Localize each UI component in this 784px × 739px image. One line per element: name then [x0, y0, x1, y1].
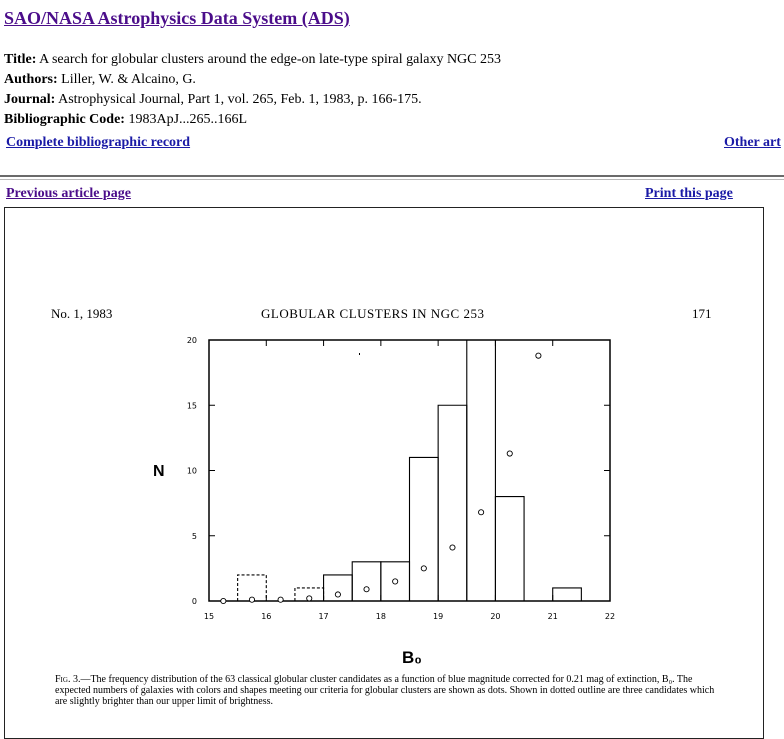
journal-label: Journal:: [4, 92, 56, 107]
expected-galaxy-dot: [249, 597, 254, 602]
bibcode-label: Bibliographic Code:: [4, 112, 125, 127]
x-axis-label: B₀: [402, 648, 422, 667]
histogram-bar: [553, 588, 582, 601]
divider-shadow: [0, 179, 784, 180]
title-value: A search for globular clusters around the edge-on late-type spiral galaxy NGC 253: [39, 52, 501, 67]
x-tick-label: 19: [433, 612, 444, 621]
figure-caption: [55, 674, 727, 707]
divider: [0, 175, 784, 177]
authors-value: Liller, W. & Alcaino, G.: [61, 72, 196, 87]
x-tick-label: 18: [375, 612, 386, 621]
caption-fig-label: Fig. 3.: [55, 674, 81, 685]
bibcode-row: [4, 110, 247, 130]
journal-value: Astrophysical Journal, Part 1, vol. 265, Feb. 1, 1983, p. 166-175.: [58, 92, 422, 107]
x-tick-label: 22: [604, 612, 616, 621]
authors-row: [4, 70, 196, 90]
expected-galaxy-dot: [450, 545, 455, 550]
expected-galaxy-dot: [364, 587, 369, 592]
expected-galaxy-dot: [536, 353, 541, 358]
histogram-bar: [352, 562, 381, 601]
histogram-bar: [495, 497, 524, 601]
authors-label: Authors:: [4, 72, 58, 87]
x-tick-label: 17: [318, 612, 329, 621]
expected-galaxy-dot: [221, 598, 226, 603]
y-tick-label: 20: [186, 336, 197, 345]
expected-galaxy-dot: [307, 596, 312, 601]
running-title: GLOBULAR CLUSTERS IN NGC 253: [261, 306, 485, 321]
previous-page-link[interactable]: Previous article page: [6, 186, 131, 201]
x-tick-label: 16: [261, 612, 272, 621]
x-tick-label: 20: [490, 612, 501, 621]
journal-row: [4, 90, 422, 110]
y-tick-label: 15: [186, 401, 197, 411]
histogram-chart: [5, 208, 763, 668]
expected-galaxy-dot: [479, 510, 484, 515]
title-row: [4, 50, 501, 70]
expected-galaxy-dot: [278, 597, 283, 602]
complete-record-link[interactable]: Complete bibliographic record: [6, 135, 191, 150]
page-number: 171: [692, 306, 712, 321]
x-tick-label: 21: [547, 612, 558, 621]
issue-label: No. 1, 1983: [51, 306, 113, 321]
expected-galaxy-dot: [421, 566, 426, 571]
histogram-bar: [467, 340, 496, 601]
y-tick-label: 10: [186, 466, 197, 476]
expected-galaxy-dot: [335, 592, 340, 597]
histogram-bar: [410, 457, 439, 601]
histogram-bar: [438, 405, 467, 601]
y-tick-label: 0: [191, 597, 197, 606]
caption-text: —The frequency distribution of the 63 classical globular cluster candidates as a function of blue magnitude corrected for 0.21 mag of extinction, B₀. The expected numbers of galaxies with colors and shapes meeting our criteria for globular clusters are shown as dots. Shown in dotted outline are three candidates which are slightly brighter than our upper limit of brightness.: [55, 674, 715, 707]
title-label: Title:: [4, 52, 37, 67]
y-axis-label: N: [153, 463, 165, 480]
x-tick-label: 15: [203, 612, 215, 621]
expected-galaxy-dot: [507, 451, 512, 456]
y-tick-label: 5: [191, 531, 197, 541]
site-title[interactable]: SAO/NASA Astrophysics Data System (ADS): [4, 8, 350, 28]
print-page-link[interactable]: Print this page: [645, 186, 733, 201]
scanned-page: [4, 207, 764, 739]
other-articles-link[interactable]: Other art: [724, 135, 781, 150]
bibcode-value: 1983ApJ...265..166L: [128, 112, 248, 127]
expected-galaxy-dot: [393, 579, 398, 584]
